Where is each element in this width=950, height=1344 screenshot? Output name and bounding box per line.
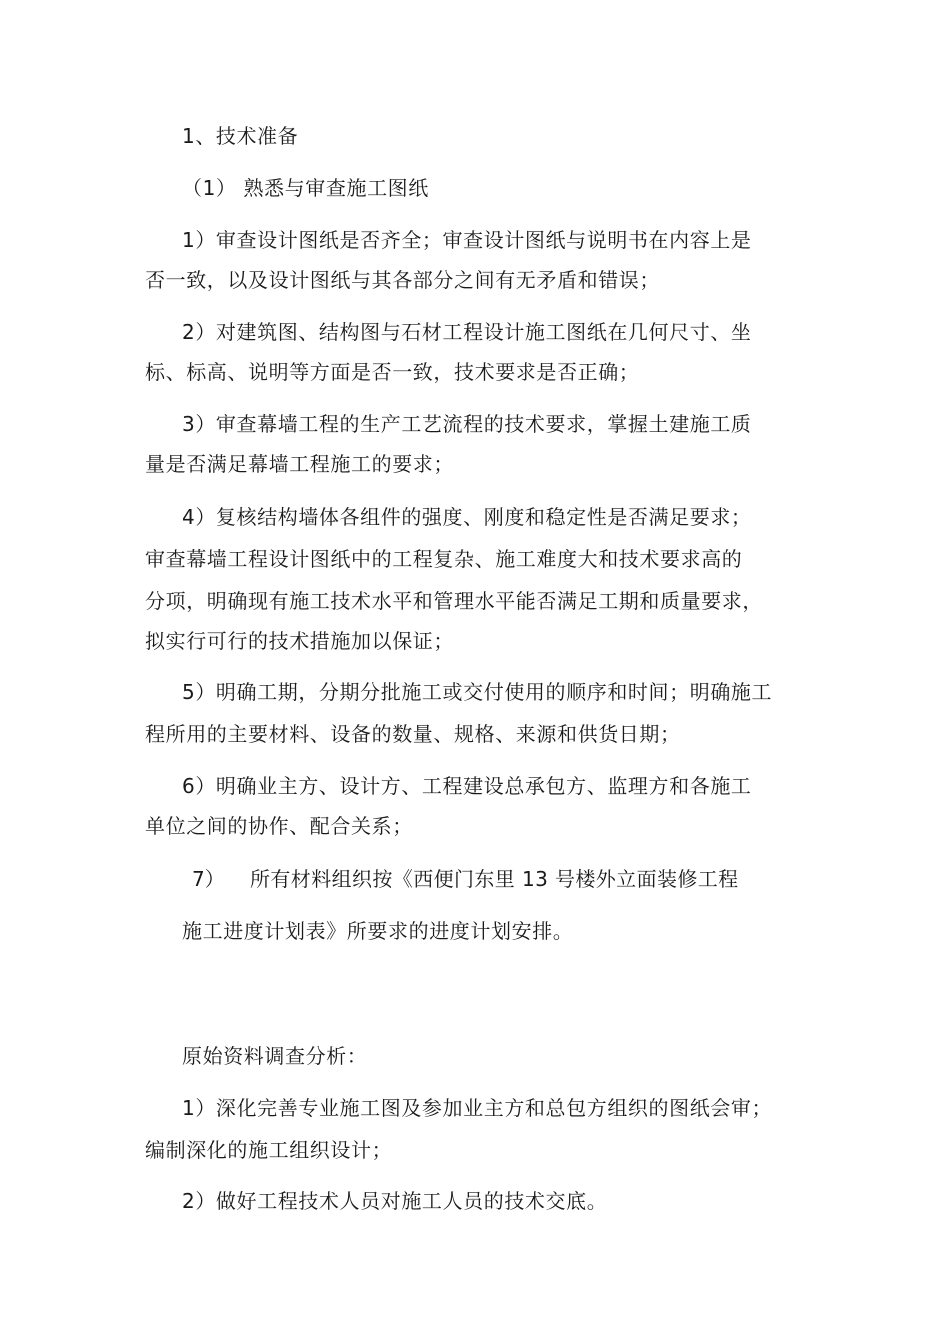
- list-item-2-line-1: 2）对建筑图、结构图与石材工程设计施工图纸在几何尺寸、坐: [182, 320, 752, 344]
- list-item-4-line-4: 拟实行可行的技术措施加以保证；: [145, 629, 454, 653]
- section2-item-1-line-1: 1）深化完善专业施工图及参加业主方和总包方组织的图纸会审；: [182, 1096, 773, 1120]
- list-item-7-number: 7）: [192, 867, 225, 891]
- list-item-4-line-3: 分项，明确现有施工技术水平和管理水平能否满足工期和质量要求，: [145, 589, 763, 613]
- heading-technical-preparation: 1、技术准备: [182, 124, 299, 148]
- subheading-review-drawings: （1） 熟悉与审查施工图纸: [182, 176, 429, 200]
- list-item-5-line-2: 程所用的主要材料、设备的数量、规格、来源和供货日期；: [145, 722, 681, 746]
- list-item-6-line-1: 6）明确业主方、设计方、工程建设总承包方、监理方和各施工: [182, 774, 752, 798]
- list-item-1-line-2: 否一致，以及设计图纸与其各部分之间有无矛盾和错误；: [145, 268, 660, 292]
- list-item-1-line-1: 1）审查设计图纸是否齐全；审查设计图纸与说明书在内容上是: [182, 228, 752, 252]
- list-item-3-line-2: 量是否满足幕墙工程施工的要求；: [145, 452, 454, 476]
- list-item-3-line-1: 3）审查幕墙工程的生产工艺流程的技术要求，掌握土建施工质: [182, 412, 752, 436]
- section-original-data-analysis-title: 原始资料调查分析：: [182, 1044, 368, 1068]
- list-item-4-line-2: 审查幕墙工程设计图纸中的工程复杂、施工难度大和技术要求高的: [145, 547, 743, 571]
- list-item-2-line-2: 标、标高、说明等方面是否一致，技术要求是否正确；: [145, 360, 640, 384]
- list-item-5-line-1: 5）明确工期，分期分批施工或交付使用的顺序和时间；明确施工: [182, 680, 773, 704]
- list-item-6-line-2: 单位之间的协作、配合关系；: [145, 814, 413, 838]
- list-item-7-line-1: 所有材料组织按《西便门东里 13 号楼外立面装修工程: [250, 867, 739, 891]
- list-item-4-line-1: 4）复核结构墙体各组件的强度、刚度和稳定性是否满足要求；: [182, 505, 752, 529]
- list-item-7-line-2: 施工进度计划表》所要求的进度计划安排。: [182, 919, 574, 943]
- section2-item-2-line-1: 2）做好工程技术人员对施工人员的技术交底。: [182, 1189, 608, 1213]
- section2-item-1-line-2: 编制深化的施工组织设计；: [145, 1138, 393, 1162]
